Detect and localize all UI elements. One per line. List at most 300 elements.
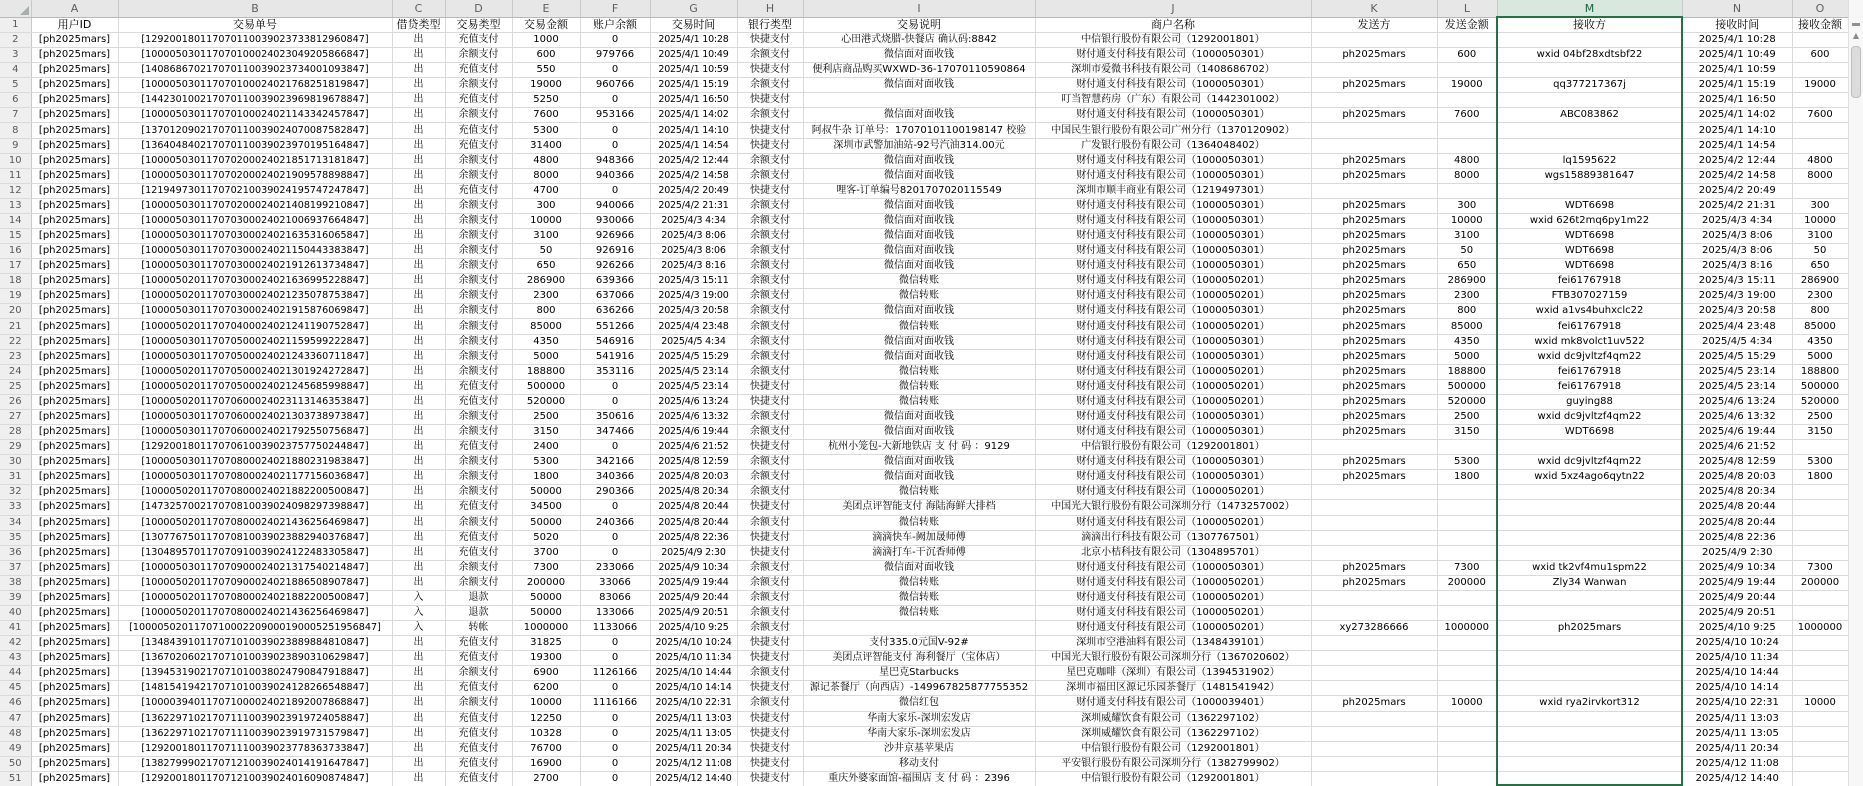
cell-F32[interactable]: 290366 — [580, 485, 650, 500]
cell-G11[interactable]: 2025/4/2 14:58 — [650, 168, 737, 183]
cell-H21[interactable]: 余额支付 — [737, 319, 803, 334]
row-header-42[interactable]: 42 — [0, 636, 31, 651]
cell-K47[interactable] — [1311, 711, 1437, 726]
cell-H27[interactable]: 余额支付 — [737, 409, 803, 424]
cell-B18[interactable]: [100005020117070300024021636995228847] — [118, 274, 392, 289]
cell-C7[interactable]: 出 — [392, 108, 445, 123]
cell-C5[interactable]: 出 — [392, 78, 445, 93]
cell-I34[interactable]: 微信转账 — [803, 515, 1035, 530]
row-header-3[interactable]: 3 — [0, 48, 31, 63]
scrollbar-thumb[interactable] — [1851, 46, 1861, 98]
cell-B14[interactable]: [100005030117070300024021006937664847] — [118, 213, 392, 228]
cell-I25[interactable]: 微信转账 — [803, 379, 1035, 394]
cell-D44[interactable]: 余额支付 — [445, 666, 512, 681]
cell-A3[interactable]: [ph2025mars] — [31, 48, 118, 63]
cell-I50[interactable]: 移动支付 — [803, 756, 1035, 771]
cell-E30[interactable]: 5300 — [512, 455, 580, 470]
cell-L41[interactable]: 1000000 — [1437, 621, 1497, 636]
cell-B17[interactable]: [100005030117070300024021912613734847] — [118, 259, 392, 274]
cell-L31[interactable]: 1800 — [1437, 470, 1497, 485]
cell-M39[interactable] — [1497, 590, 1682, 605]
row-header-4[interactable]: 4 — [0, 63, 31, 78]
cell-A48[interactable]: [ph2025mars] — [31, 726, 118, 741]
cell-O44[interactable] — [1792, 666, 1848, 681]
cell-A30[interactable]: [ph2025mars] — [31, 455, 118, 470]
cell-G31[interactable]: 2025/4/8 20:03 — [650, 470, 737, 485]
cell-B13[interactable]: [100005030117070200024021408199210847] — [118, 198, 392, 213]
column-header-N[interactable]: N — [1682, 0, 1792, 17]
cell-F38[interactable]: 33066 — [580, 575, 650, 590]
cell-M13[interactable]: WDT6698 — [1497, 198, 1682, 213]
cell-J17[interactable]: 财付通支付科技有限公司（1000050301） — [1035, 259, 1311, 274]
cell-E37[interactable]: 7300 — [512, 560, 580, 575]
cell-H30[interactable]: 余额支付 — [737, 455, 803, 470]
cell-B37[interactable]: [100005030117070900024021317540214847] — [118, 560, 392, 575]
cell-G15[interactable]: 2025/4/3 8:06 — [650, 229, 737, 244]
cell-F3[interactable]: 979766 — [580, 48, 650, 63]
cell-H29[interactable]: 快捷支付 — [737, 440, 803, 455]
cell-E11[interactable]: 8000 — [512, 168, 580, 183]
cell-E47[interactable]: 12250 — [512, 711, 580, 726]
cell-E13[interactable]: 300 — [512, 198, 580, 213]
cell-J28[interactable]: 财付通支付科技有限公司（1000050301） — [1035, 425, 1311, 440]
cell-D29[interactable]: 充值支付 — [445, 440, 512, 455]
cell-K41[interactable]: xy273286666 — [1311, 621, 1437, 636]
cell-F37[interactable]: 233066 — [580, 560, 650, 575]
field-header-C[interactable]: 借贷类型 — [392, 17, 445, 33]
cell-G21[interactable]: 2025/4/4 23:48 — [650, 319, 737, 334]
row-header-44[interactable]: 44 — [0, 666, 31, 681]
cell-I23[interactable]: 微信面对面收钱 — [803, 349, 1035, 364]
cell-J45[interactable]: 深圳市福田区源记乐园茶餐厅（1481541942） — [1035, 681, 1311, 696]
cell-L28[interactable]: 3150 — [1437, 425, 1497, 440]
cell-B42[interactable]: [134843910117071010039023889884810847] — [118, 636, 392, 651]
cell-J7[interactable]: 财付通支付科技有限公司（1000050301） — [1035, 108, 1311, 123]
cell-M25[interactable]: fei61767918 — [1497, 379, 1682, 394]
cell-A12[interactable]: [ph2025mars] — [31, 183, 118, 198]
cell-O43[interactable] — [1792, 651, 1848, 666]
cell-D42[interactable]: 充值支付 — [445, 636, 512, 651]
cell-D46[interactable]: 余额支付 — [445, 696, 512, 711]
cell-I17[interactable]: 微信面对面收钱 — [803, 259, 1035, 274]
cell-D28[interactable]: 余额支付 — [445, 425, 512, 440]
cell-O38[interactable]: 200000 — [1792, 575, 1848, 590]
cell-N25[interactable]: 2025/4/5 23:14 — [1682, 379, 1792, 394]
cell-A46[interactable]: [ph2025mars] — [31, 696, 118, 711]
cell-G47[interactable]: 2025/4/11 13:03 — [650, 711, 737, 726]
cell-F8[interactable]: 0 — [580, 123, 650, 138]
cell-E46[interactable]: 10000 — [512, 696, 580, 711]
cell-B11[interactable]: [100005030117070200024021909578898847] — [118, 168, 392, 183]
cell-F15[interactable]: 926966 — [580, 229, 650, 244]
cell-H43[interactable]: 快捷支付 — [737, 651, 803, 666]
cell-N35[interactable]: 2025/4/8 22:36 — [1682, 530, 1792, 545]
cell-K4[interactable] — [1311, 63, 1437, 78]
cell-H13[interactable]: 余额支付 — [737, 198, 803, 213]
cell-J39[interactable]: 财付通支付科技有限公司（1000050201） — [1035, 590, 1311, 605]
cell-L39[interactable] — [1437, 590, 1497, 605]
cell-F29[interactable]: 0 — [580, 440, 650, 455]
row-header-15[interactable]: 15 — [0, 229, 31, 244]
cell-O19[interactable]: 2300 — [1792, 289, 1848, 304]
cell-O36[interactable] — [1792, 545, 1848, 560]
cell-J47[interactable]: 深圳威耀饮食有限公司（1362297102） — [1035, 711, 1311, 726]
cell-H10[interactable]: 余额支付 — [737, 153, 803, 168]
cell-N19[interactable]: 2025/4/3 19:00 — [1682, 289, 1792, 304]
cell-F24[interactable]: 353116 — [580, 364, 650, 379]
cell-N40[interactable]: 2025/4/9 20:51 — [1682, 605, 1792, 620]
cell-L49[interactable] — [1437, 741, 1497, 756]
cell-E28[interactable]: 3150 — [512, 425, 580, 440]
cell-M43[interactable] — [1497, 651, 1682, 666]
cell-I3[interactable]: 微信面对面收钱 — [803, 48, 1035, 63]
cell-K44[interactable] — [1311, 666, 1437, 681]
cell-G22[interactable]: 2025/4/5 4:34 — [650, 334, 737, 349]
cell-C15[interactable]: 出 — [392, 229, 445, 244]
cell-L21[interactable]: 85000 — [1437, 319, 1497, 334]
row-header-19[interactable]: 19 — [0, 289, 31, 304]
cell-J2[interactable]: 中信银行股份有限公司（1292001801） — [1035, 33, 1311, 48]
cell-F26[interactable]: 0 — [580, 394, 650, 409]
field-header-O[interactable]: 接收金额 — [1792, 17, 1848, 33]
cell-G20[interactable]: 2025/4/3 20:58 — [650, 304, 737, 319]
cell-D34[interactable]: 余额支付 — [445, 515, 512, 530]
cell-M50[interactable] — [1497, 756, 1682, 771]
cell-N17[interactable]: 2025/4/3 8:16 — [1682, 259, 1792, 274]
cell-B9[interactable]: [136404840217070110039023970195164847] — [118, 138, 392, 153]
cell-H38[interactable]: 余额支付 — [737, 575, 803, 590]
cell-C43[interactable]: 出 — [392, 651, 445, 666]
cell-N22[interactable]: 2025/4/5 4:34 — [1682, 334, 1792, 349]
cell-M24[interactable]: fei61767918 — [1497, 364, 1682, 379]
cell-F7[interactable]: 953166 — [580, 108, 650, 123]
cell-K15[interactable]: ph2025mars — [1311, 229, 1437, 244]
cell-O30[interactable]: 5300 — [1792, 455, 1848, 470]
cell-D21[interactable]: 余额支付 — [445, 319, 512, 334]
cell-G45[interactable]: 2025/4/10 14:14 — [650, 681, 737, 696]
cell-L27[interactable]: 2500 — [1437, 409, 1497, 424]
cell-N31[interactable]: 2025/4/8 20:03 — [1682, 470, 1792, 485]
cell-A20[interactable]: [ph2025mars] — [31, 304, 118, 319]
cell-K29[interactable] — [1311, 440, 1437, 455]
cell-B2[interactable]: [129200180117070110039023733812960847] — [118, 33, 392, 48]
cell-H7[interactable]: 余额支付 — [737, 108, 803, 123]
cell-J31[interactable]: 财付通支付科技有限公司（1000050301） — [1035, 470, 1311, 485]
cell-C12[interactable]: 出 — [392, 183, 445, 198]
cell-G25[interactable]: 2025/4/5 23:14 — [650, 379, 737, 394]
cell-N10[interactable]: 2025/4/2 12:44 — [1682, 153, 1792, 168]
cell-K31[interactable]: ph2025mars — [1311, 470, 1437, 485]
cell-N50[interactable]: 2025/4/12 11:08 — [1682, 756, 1792, 771]
cell-N12[interactable]: 2025/4/2 20:49 — [1682, 183, 1792, 198]
cell-I9[interactable]: 深圳市武警加油站-92号汽油314.00元 — [803, 138, 1035, 153]
cell-C26[interactable]: 出 — [392, 394, 445, 409]
cell-K21[interactable]: ph2025mars — [1311, 319, 1437, 334]
cell-A2[interactable]: [ph2025mars] — [31, 33, 118, 48]
cell-G38[interactable]: 2025/4/9 19:44 — [650, 575, 737, 590]
cell-B44[interactable]: [139453190217071010038024790847918847] — [118, 666, 392, 681]
cell-J15[interactable]: 财付通支付科技有限公司（1000050301） — [1035, 229, 1311, 244]
cell-M3[interactable]: wxid 04bf28xdtsbf22 — [1497, 48, 1682, 63]
cell-O37[interactable]: 7300 — [1792, 560, 1848, 575]
cell-I21[interactable]: 微信转账 — [803, 319, 1035, 334]
row-header-48[interactable]: 48 — [0, 726, 31, 741]
column-header-D[interactable]: D — [445, 0, 512, 17]
cell-H49[interactable]: 快捷支付 — [737, 741, 803, 756]
cell-M30[interactable]: wxid dc9jvltzf4qm22 — [1497, 455, 1682, 470]
cell-G10[interactable]: 2025/4/2 12:44 — [650, 153, 737, 168]
cell-N24[interactable]: 2025/4/5 23:14 — [1682, 364, 1792, 379]
cell-H4[interactable]: 快捷支付 — [737, 63, 803, 78]
cell-O18[interactable]: 286900 — [1792, 274, 1848, 289]
cell-G43[interactable]: 2025/4/10 11:34 — [650, 651, 737, 666]
cell-M28[interactable]: WDT6698 — [1497, 425, 1682, 440]
cell-O22[interactable]: 4350 — [1792, 334, 1848, 349]
cell-M34[interactable] — [1497, 515, 1682, 530]
cell-M21[interactable]: fei61767918 — [1497, 319, 1682, 334]
cell-M15[interactable]: WDT6698 — [1497, 229, 1682, 244]
field-header-D[interactable]: 交易类型 — [445, 17, 512, 33]
cell-C4[interactable]: 出 — [392, 63, 445, 78]
cell-H48[interactable]: 快捷支付 — [737, 726, 803, 741]
cell-C35[interactable]: 出 — [392, 530, 445, 545]
cell-D31[interactable]: 余额支付 — [445, 470, 512, 485]
cell-M9[interactable] — [1497, 138, 1682, 153]
cell-H36[interactable]: 快捷支付 — [737, 545, 803, 560]
cell-M46[interactable]: wxid rya2irvkort312 — [1497, 696, 1682, 711]
cell-G8[interactable]: 2025/4/1 14:10 — [650, 123, 737, 138]
cell-E36[interactable]: 3700 — [512, 545, 580, 560]
row-header-2[interactable]: 2 — [0, 33, 31, 48]
cell-J30[interactable]: 财付通支付科技有限公司（1000050301） — [1035, 455, 1311, 470]
cell-J23[interactable]: 财付通支付科技有限公司（1000050301） — [1035, 349, 1311, 364]
cell-N45[interactable]: 2025/4/10 14:14 — [1682, 681, 1792, 696]
cell-B38[interactable]: [100005020117070900024021886508907847] — [118, 575, 392, 590]
row-header-16[interactable]: 16 — [0, 244, 31, 259]
cell-I19[interactable]: 微信转账 — [803, 289, 1035, 304]
cell-B21[interactable]: [100005020117070400024021241190752847] — [118, 319, 392, 334]
cell-I31[interactable]: 微信面对面收钱 — [803, 470, 1035, 485]
cell-B15[interactable]: [100005030117070300024021635316065847] — [118, 229, 392, 244]
cell-K19[interactable]: ph2025mars — [1311, 289, 1437, 304]
cell-B50[interactable]: [138279990217071210039024014191647847] — [118, 756, 392, 771]
cell-M16[interactable]: WDT6698 — [1497, 244, 1682, 259]
cell-C46[interactable]: 出 — [392, 696, 445, 711]
cell-A19[interactable]: [ph2025mars] — [31, 289, 118, 304]
cell-D38[interactable]: 余额支付 — [445, 575, 512, 590]
cell-A39[interactable]: [ph2025mars] — [31, 590, 118, 605]
cell-O34[interactable] — [1792, 515, 1848, 530]
cell-J19[interactable]: 财付通支付科技有限公司（1000050201） — [1035, 289, 1311, 304]
cell-E29[interactable]: 2400 — [512, 440, 580, 455]
cell-B20[interactable]: [100005030117070300024021915876069847] — [118, 304, 392, 319]
cell-G41[interactable]: 2025/4/10 9:25 — [650, 621, 737, 636]
cell-G50[interactable]: 2025/4/12 11:08 — [650, 756, 737, 771]
cell-E44[interactable]: 6900 — [512, 666, 580, 681]
cell-J40[interactable]: 财付通支付科技有限公司（1000050201） — [1035, 605, 1311, 620]
cell-B49[interactable]: [129200180117071110039023778363733847] — [118, 741, 392, 756]
cell-J37[interactable]: 财付通支付科技有限公司（1000050301） — [1035, 560, 1311, 575]
row-header-50[interactable]: 50 — [0, 756, 31, 771]
cell-O50[interactable] — [1792, 756, 1848, 771]
cell-B28[interactable]: [100005030117070600024021792550756847] — [118, 425, 392, 440]
cell-C18[interactable]: 出 — [392, 274, 445, 289]
cell-J22[interactable]: 财付通支付科技有限公司（1000050301） — [1035, 334, 1311, 349]
cell-J33[interactable]: 中国光大银行股份有限公司深圳分行（1473257002） — [1035, 500, 1311, 515]
cell-L22[interactable]: 4350 — [1437, 334, 1497, 349]
cell-N11[interactable]: 2025/4/2 14:58 — [1682, 168, 1792, 183]
cell-C3[interactable]: 出 — [392, 48, 445, 63]
cell-J11[interactable]: 财付通支付科技有限公司（1000050301） — [1035, 168, 1311, 183]
cell-L10[interactable]: 4800 — [1437, 153, 1497, 168]
cell-L8[interactable] — [1437, 123, 1497, 138]
column-header-L[interactable]: L — [1437, 0, 1497, 17]
cell-D40[interactable]: 退款 — [445, 605, 512, 620]
cell-N18[interactable]: 2025/4/3 15:11 — [1682, 274, 1792, 289]
cell-B26[interactable]: [100005020117070600024023113146353847] — [118, 394, 392, 409]
cell-L9[interactable] — [1437, 138, 1497, 153]
field-header-B[interactable]: 交易单号 — [118, 17, 392, 33]
cell-O17[interactable]: 650 — [1792, 259, 1848, 274]
cell-H46[interactable]: 余额支付 — [737, 696, 803, 711]
cell-O5[interactable]: 19000 — [1792, 78, 1848, 93]
cell-I18[interactable]: 微信转账 — [803, 274, 1035, 289]
cell-B36[interactable]: [130489570117070910039024122483305847] — [118, 545, 392, 560]
cell-N48[interactable]: 2025/4/11 13:05 — [1682, 726, 1792, 741]
cell-N7[interactable]: 2025/4/1 14:02 — [1682, 108, 1792, 123]
row-header-30[interactable]: 30 — [0, 455, 31, 470]
cell-A36[interactable]: [ph2025mars] — [31, 545, 118, 560]
cell-M11[interactable]: wgs15889381647 — [1497, 168, 1682, 183]
cell-D27[interactable]: 余额支付 — [445, 409, 512, 424]
cell-O21[interactable]: 85000 — [1792, 319, 1848, 334]
cell-M6[interactable] — [1497, 93, 1682, 108]
cell-C25[interactable]: 出 — [392, 379, 445, 394]
cell-K23[interactable]: ph2025mars — [1311, 349, 1437, 364]
cell-G49[interactable]: 2025/4/11 20:34 — [650, 741, 737, 756]
row-header-47[interactable]: 47 — [0, 711, 31, 726]
cell-G2[interactable]: 2025/4/1 10:28 — [650, 33, 737, 48]
cell-A13[interactable]: [ph2025mars] — [31, 198, 118, 213]
cell-O40[interactable] — [1792, 605, 1848, 620]
cell-O41[interactable]: 1000000 — [1792, 621, 1848, 636]
cell-D51[interactable]: 充值支付 — [445, 771, 512, 786]
cell-I2[interactable]: 心田港式烧腊-快餐店 确认码:8842 — [803, 33, 1035, 48]
row-header-35[interactable]: 35 — [0, 530, 31, 545]
cell-B10[interactable]: [100005030117070200024021851713181847] — [118, 153, 392, 168]
cell-M17[interactable]: WDT6698 — [1497, 259, 1682, 274]
cell-E27[interactable]: 2500 — [512, 409, 580, 424]
cell-I11[interactable]: 微信面对面收钱 — [803, 168, 1035, 183]
cell-C31[interactable]: 出 — [392, 470, 445, 485]
column-header-H[interactable]: H — [737, 0, 803, 17]
cell-A26[interactable]: [ph2025mars] — [31, 394, 118, 409]
cell-B33[interactable]: [147325700217070810039024098297398847] — [118, 500, 392, 515]
row-header-39[interactable]: 39 — [0, 590, 31, 605]
cell-K26[interactable]: ph2025mars — [1311, 394, 1437, 409]
cell-G7[interactable]: 2025/4/1 14:02 — [650, 108, 737, 123]
cell-N26[interactable]: 2025/4/6 13:24 — [1682, 394, 1792, 409]
cell-E3[interactable]: 600 — [512, 48, 580, 63]
column-header-J[interactable]: J — [1035, 0, 1311, 17]
cell-K7[interactable]: ph2025mars — [1311, 108, 1437, 123]
cell-A4[interactable]: [ph2025mars] — [31, 63, 118, 78]
cell-I35[interactable]: 滴滴快车-阙加晟师傅 — [803, 530, 1035, 545]
cell-I6[interactable] — [803, 93, 1035, 108]
cell-B25[interactable]: [100005020117070500024021245685998847] — [118, 379, 392, 394]
cell-A23[interactable]: [ph2025mars] — [31, 349, 118, 364]
cell-G18[interactable]: 2025/4/3 15:11 — [650, 274, 737, 289]
cell-L6[interactable] — [1437, 93, 1497, 108]
cell-L24[interactable]: 188800 — [1437, 364, 1497, 379]
cell-A29[interactable]: [ph2025mars] — [31, 440, 118, 455]
cell-K43[interactable] — [1311, 651, 1437, 666]
cell-A33[interactable]: [ph2025mars] — [31, 500, 118, 515]
cell-I10[interactable]: 微信面对面收钱 — [803, 153, 1035, 168]
row-header-27[interactable]: 27 — [0, 409, 31, 424]
cell-I39[interactable]: 微信转账 — [803, 590, 1035, 605]
cell-O13[interactable]: 300 — [1792, 198, 1848, 213]
cell-O20[interactable]: 800 — [1792, 304, 1848, 319]
cell-O51[interactable] — [1792, 771, 1848, 786]
cell-M5[interactable]: qq377217367j — [1497, 78, 1682, 93]
cell-C29[interactable]: 出 — [392, 440, 445, 455]
cell-A35[interactable]: [ph2025mars] — [31, 530, 118, 545]
cell-F5[interactable]: 960766 — [580, 78, 650, 93]
column-header-E[interactable]: E — [512, 0, 580, 17]
cell-M26[interactable]: guying88 — [1497, 394, 1682, 409]
cell-A44[interactable]: [ph2025mars] — [31, 666, 118, 681]
cell-J38[interactable]: 财付通支付科技有限公司（1000050201） — [1035, 575, 1311, 590]
cell-D11[interactable]: 余额支付 — [445, 168, 512, 183]
cell-H33[interactable]: 快捷支付 — [737, 500, 803, 515]
cell-E5[interactable]: 19000 — [512, 78, 580, 93]
cell-D19[interactable]: 余额支付 — [445, 289, 512, 304]
cell-N20[interactable]: 2025/4/3 20:58 — [1682, 304, 1792, 319]
cell-M33[interactable] — [1497, 500, 1682, 515]
field-header-K[interactable]: 发送方 — [1311, 17, 1437, 33]
cell-C36[interactable]: 出 — [392, 545, 445, 560]
cell-K33[interactable] — [1311, 500, 1437, 515]
cell-L48[interactable] — [1437, 726, 1497, 741]
cell-J50[interactable]: 平安银行股份有限公司深圳分行（1382799902） — [1035, 756, 1311, 771]
cell-K2[interactable] — [1311, 33, 1437, 48]
cell-C39[interactable]: 入 — [392, 590, 445, 605]
cell-O14[interactable]: 10000 — [1792, 213, 1848, 228]
cell-E31[interactable]: 1800 — [512, 470, 580, 485]
cell-J36[interactable]: 北京小桔科技有限公司（1304895701） — [1035, 545, 1311, 560]
cell-D37[interactable]: 余额支付 — [445, 560, 512, 575]
cell-C27[interactable]: 出 — [392, 409, 445, 424]
cell-N34[interactable]: 2025/4/8 20:44 — [1682, 515, 1792, 530]
cell-K18[interactable]: ph2025mars — [1311, 274, 1437, 289]
cell-K50[interactable] — [1311, 756, 1437, 771]
cell-H39[interactable]: 余额支付 — [737, 590, 803, 605]
cell-I8[interactable]: 阿叔牛杂 订单号：17070101100198147 校验 — [803, 123, 1035, 138]
cell-K11[interactable]: ph2025mars — [1311, 168, 1437, 183]
cell-L13[interactable]: 300 — [1437, 198, 1497, 213]
cell-E21[interactable]: 85000 — [512, 319, 580, 334]
cell-N49[interactable]: 2025/4/11 20:34 — [1682, 741, 1792, 756]
row-header-41[interactable]: 41 — [0, 621, 31, 636]
cell-I42[interactable]: 支付335.0元国V-92# — [803, 636, 1035, 651]
cell-A34[interactable]: [ph2025mars] — [31, 515, 118, 530]
cell-L15[interactable]: 3100 — [1437, 229, 1497, 244]
cell-O9[interactable] — [1792, 138, 1848, 153]
cell-J12[interactable]: 深圳市顺丰商业有限公司（1219497301） — [1035, 183, 1311, 198]
field-header-F[interactable]: 账户余额 — [580, 17, 650, 33]
cell-J8[interactable]: 中国民生银行股份有限公司广州分行（1370120902） — [1035, 123, 1311, 138]
